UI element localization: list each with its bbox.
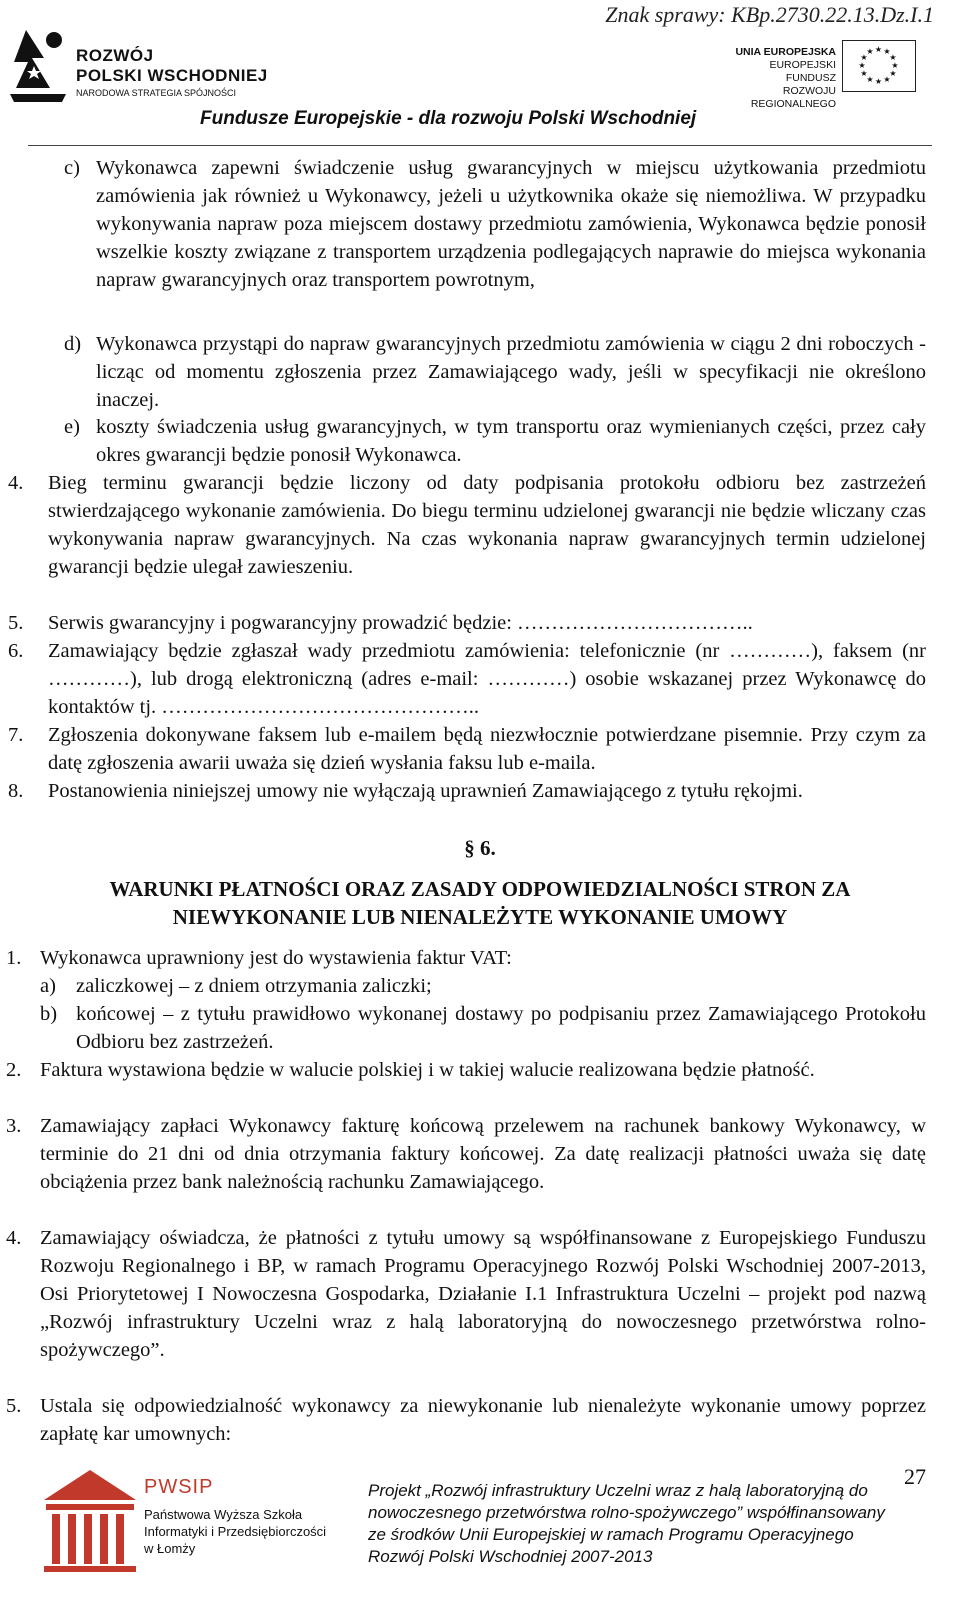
svg-text:★: ★ — [858, 61, 866, 70]
section-number: § 6. — [464, 836, 496, 860]
pwsip-name-line3: w Łomży — [144, 1541, 196, 1556]
footer-project-note — [368, 1480, 885, 1568]
item-7-text: Zgłoszenia dokonywane faksem lub e-mailem będą niezwłocznie potwierdzane pisemnie. Przy czym za datę zgłoszenia awarii uważa się dzień wysłania faksu lub e-maila. — [48, 724, 926, 774]
item-7-label: 7. — [8, 724, 24, 746]
unia-europejska-logo — [700, 36, 940, 110]
s6-item-1a-text: zaliczkowej – z dniem otrzymania zaliczki; — [76, 975, 432, 997]
item-c-label: c) — [64, 157, 80, 179]
item-c-text: Wykonawca zapewni świadczenie usług gwarancyjnych w miejscu użytkowania przedmiotu zamówienia jak również u Wykonawcy, jeżeli u użytkownika okaże się niemożliwa. W przypadku wykonywania napraw poza miejscem dostawy przedmiotu zamówienia, Wykonawca będzie ponosił wszelkie koszty związane z transportem urządzenia podlegających naprawie do miejsca wykonania napraw gwarancyjnych oraz transportem powrotnym, — [96, 157, 926, 291]
ue-logo-line1: UNIA EUROPEJSKA — [735, 46, 836, 58]
svg-text:★: ★ — [866, 75, 874, 84]
s6-item-2-text: Faktura wystawiona będzie w walucie polskiej i w takiej walucie realizowana będzie płatność. — [40, 1059, 815, 1081]
s6-item-5-text: Ustala się odpowiedzialność wykonawcy za niewykonanie lub nienależyte wykonanie umowy poprzez zapłatę kar umownych: — [40, 1395, 926, 1445]
svg-text:★: ★ — [860, 69, 868, 78]
rps-logo-line2: POLSKI WSCHODNIEJ — [76, 66, 268, 85]
pwsip-name-line2: Informatyki i Przedsiębiorczości — [144, 1524, 327, 1539]
pwsip-logo — [40, 1466, 360, 1578]
footer-project-line4: Rozwój Polski Wschodniej 2007-2013 — [368, 1547, 653, 1566]
case-number: Znak sprawy: KBp.2730.22.13.Dz.I.1 — [605, 2, 934, 27]
s6-item-5-label: 5. — [6, 1395, 22, 1417]
rps-emblem-icon — [6, 28, 70, 104]
svg-text:★: ★ — [874, 77, 883, 86]
s6-item-4-label: 4. — [6, 1227, 22, 1249]
pwsip-abbreviation: PWSIP — [144, 1476, 214, 1498]
item-8-text: Postanowienia niniejszej umowy nie wyłączają uprawnień Zamawiającego z tytułu rękojmi. — [48, 780, 803, 802]
item-4-text: Bieg terminu gwarancji będzie liczony od daty podpisania protokołu odbioru bez zastrzeżeń stwierdzającego wykonanie zamówienia. Do biegu terminu udzielonej gwarancji nie będzie wliczany czas wykonywania napraw gwarancyjnych. Na czas wykonania napraw gwarancyjnych termin udzielonej gwarancji będzie ulegał zawieszeniu. — [48, 472, 926, 578]
item-6-label: 6. — [8, 640, 24, 662]
footer-project-line2: nowoczesnego przetwórstwa rolno-spożywczego” współfinansowany — [368, 1503, 885, 1522]
item-5-text: Serwis gwarancyjny i pogwarancyjny prowadzić będzie: …………………………….. — [48, 612, 753, 634]
s6-item-1b-text: końcowej – z tytułu prawidłowo wykonanej dostawy po podpisaniu przez Zamawiającego Protokołu Odbioru bez zastrzeżeń. — [76, 1003, 926, 1053]
item-8-label: 8. — [8, 780, 24, 802]
ue-logo-line2: EUROPEJSKI FUNDUSZ — [769, 59, 836, 84]
page-number: 27 — [904, 1464, 926, 1489]
rozwoj-polski-wschodniej-logo — [6, 24, 296, 104]
s6-item-3-text: Zamawiający zapłaci Wykonawcy fakturę końcową przelewem na rachunek bankowy Wykonawcy, w terminie do 21 dni od dnia otrzymania faktury końcowej. Za datę realizacji płatności uważa się datę obciążenia przez bank należnością rachunku Zamawiającego. — [40, 1115, 926, 1193]
s6-item-1b-label: b) — [40, 1003, 58, 1025]
section-title-line1: WARUNKI PŁATNOŚCI ORAZ ZASADY ODPOWIEDZIALNOŚCI STRON ZA — [109, 877, 851, 901]
s6-item-4-text: Zamawiający oświadcza, że płatności z tytułu umowy są współfinansowane z Europejskiego Funduszu Rozwoju Regionalnego i BP, w ramach Programu Operacyjnego Rozwój Polski Wschodniej 2007-2013, Osi Priorytetowej I Nowoczesna Gospodarka, Działanie I.1 Infrastruktura Uczelni – projekt pod nazwą „Rozwój infrastruktury Uczelni wraz z halą laboratoryjną do nowoczesnego przetwórstwa rolno-spożywczego”. — [40, 1227, 926, 1361]
item-d-label: d) — [64, 333, 82, 355]
svg-text:★: ★ — [883, 47, 891, 56]
footer-project-line1: Projekt „Rozwój infrastruktury Uczelni wraz z halą laboratoryjną do — [368, 1481, 868, 1500]
svg-text:★: ★ — [889, 53, 897, 62]
header-divider — [28, 145, 932, 146]
ue-logo-line3: ROZWOJU REGIONALNEGO — [750, 85, 836, 110]
svg-text:★: ★ — [889, 69, 897, 78]
item-6-text: Zamawiający będzie zgłaszał wady przedmiotu zamówienia: telefonicznie (nr …………), faksem (nr …………), lub drogą elektroniczną (adres e-mail: …………) osobie wskazanej przez Wykonawcę do kontaktów tj. ……………………………………….. — [48, 640, 926, 718]
section-title-line2: NIEWYKONANIE LUB NIENALEŻYTE WYKONANIE UMOWY — [172, 905, 788, 929]
item-4-label: 4. — [8, 472, 24, 494]
svg-text:★: ★ — [860, 53, 868, 62]
s6-item-1-label: 1. — [6, 947, 22, 969]
pwsip-name-line1: Państwowa Wyższa Szkoła — [144, 1507, 303, 1522]
rps-logo-line1: ROZWÓJ — [76, 46, 154, 65]
svg-text:★: ★ — [874, 45, 883, 54]
item-d-text: Wykonawca przystąpi do napraw gwarancyjnych przedmiotu zamówienia w ciągu 2 dni roboczych - licząc od momentu zgłoszenia przez Zamawiającego wady, jeśli w specyfikacji nie określono inaczej. — [96, 333, 926, 411]
s6-item-3-label: 3. — [6, 1115, 22, 1137]
svg-text:★: ★ — [866, 47, 874, 56]
item-e-text: koszty świadczenia usług gwarancyjnych, w tym transportu oraz wymienianych części, przez cały okres gwarancji będzie ponosił Wykonawca. — [96, 416, 926, 466]
s6-item-2-label: 2. — [6, 1059, 22, 1081]
item-e-label: e) — [64, 416, 80, 438]
s6-item-1a-label: a) — [40, 975, 56, 997]
footer-project-line3: ze środków Unii Europejskiej w ramach Programu Operacyjnego — [368, 1525, 854, 1544]
eu-flag-icon — [842, 40, 916, 92]
rps-logo-line3: NARODOWA STRATEGIA SPÓJNOŚCI — [76, 88, 237, 98]
pwsip-building-icon — [40, 1466, 140, 1576]
header-slogan: Fundusze Europejskie - dla rozwoju Polski Wschodniej — [200, 108, 697, 129]
s6-item-1-text: Wykonawca uprawniony jest do wystawienia faktur VAT: — [40, 947, 512, 969]
svg-text:★: ★ — [883, 75, 891, 84]
item-5-label: 5. — [8, 612, 24, 634]
svg-text:★: ★ — [891, 61, 899, 70]
